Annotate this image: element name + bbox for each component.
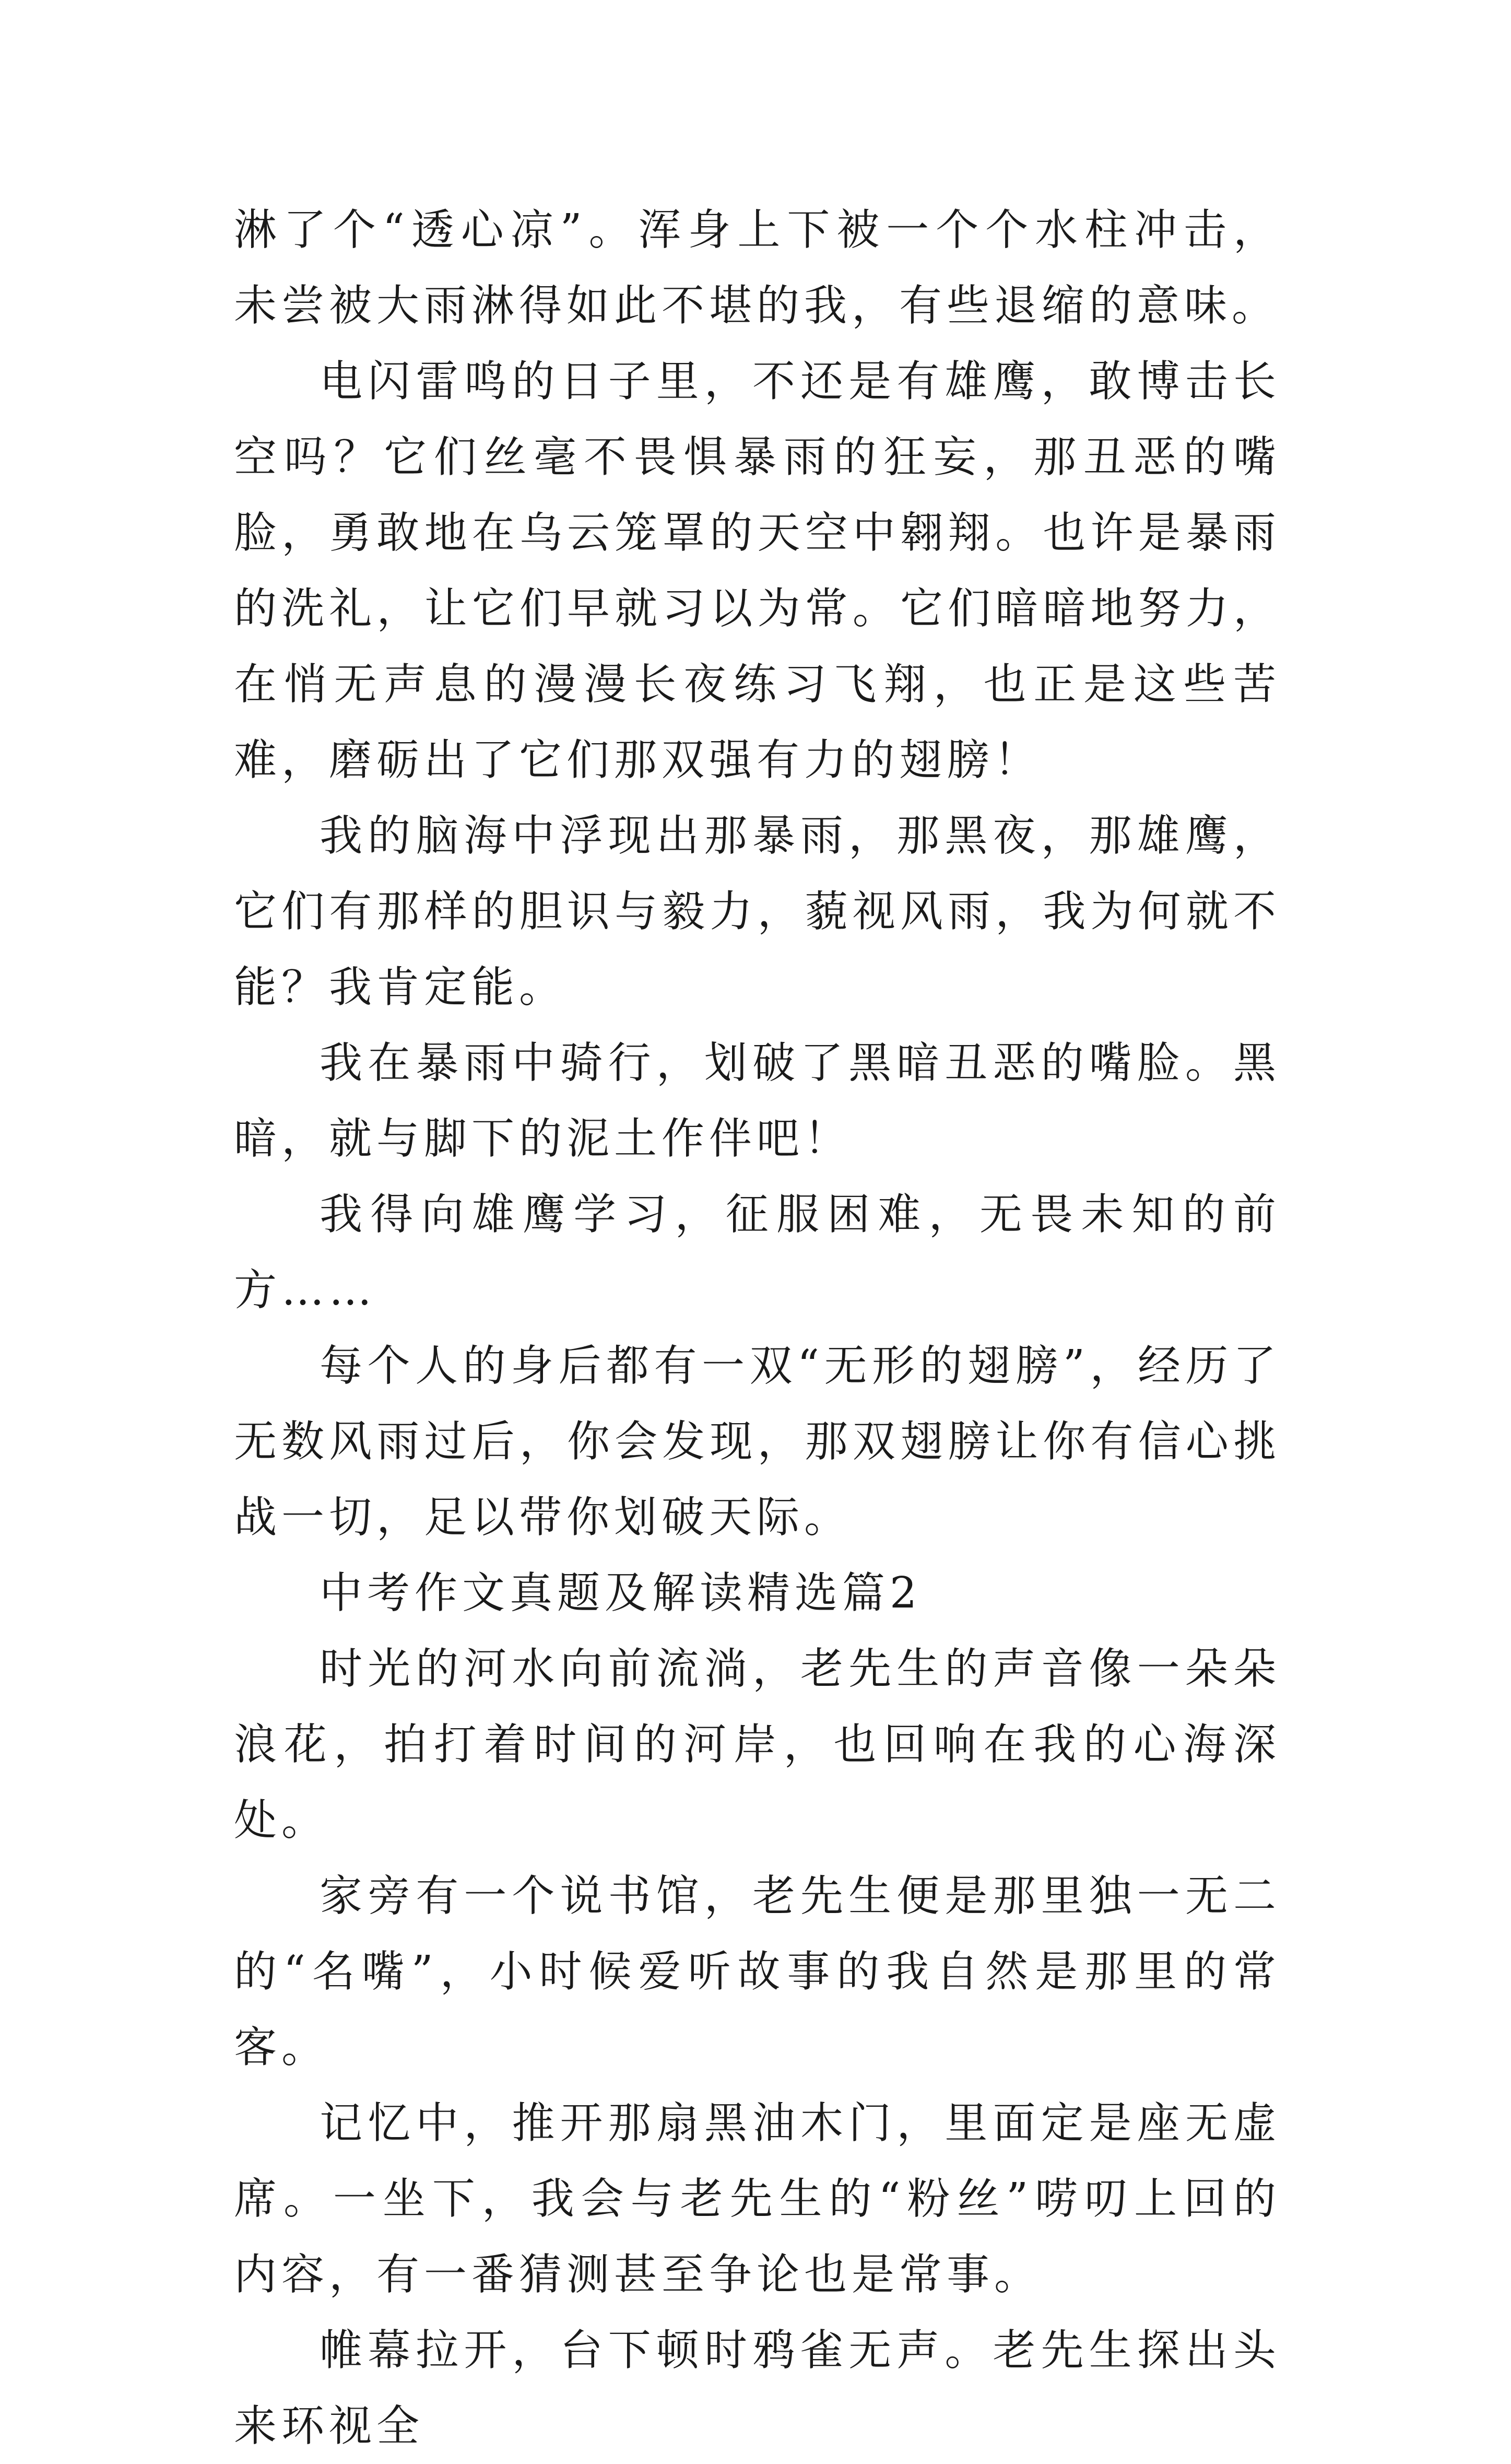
paragraph: 我得向雄鹰学习，征服困难，无畏未知的前方…… xyxy=(234,1190,1281,1315)
paragraph: 电闪雷鸣的日子里，不还是有雄鹰，敢博击长空吗？它们丝毫不畏惧暴雨的狂妄，那丑恶的嘴脸，勇敢地在乌云笼罩的天空中翱翔。也许是暴雨的洗礼，让它们早就习以为常。它们暗暗地努力，在悄无声息的漫漫长夜练习飞翔，也正是这些苦难，磨砺出了它们那双强有力的翅膀！ xyxy=(234,357,1281,785)
paragraph: 我的脑海中浮现出那暴雨，那黑夜，那雄鹰，它们有那样的胆识与毅力，藐视风雨，我为何就不能？我肯定能。 xyxy=(234,811,1281,1012)
paragraph: 记忆中，推开那扇黑油木门，里面定是座无虚席。一坐下，我会与老先生的“粉丝”唠叨上回的内容，有一番猜测甚至争论也是常事。 xyxy=(234,2098,1281,2299)
paragraph: 我在暴雨中骑行，划破了黑暗丑恶的嘴脸。黑暗，就与脚下的泥土作伴吧！ xyxy=(234,1038,1281,1164)
paragraph: 时光的河水向前流淌，老先生的声音像一朵朵浪花，拍打着时间的河岸，也回响在我的心海深处。 xyxy=(234,1644,1281,1845)
paragraph: 淋了个“透心凉”。浑身上下被一个个水柱冲击，未尝被大雨淋得如此不堪的我，有些退缩的意味。 xyxy=(234,205,1281,331)
section-heading: 中考作文真题及解读精选篇2 xyxy=(320,1568,922,1618)
paragraph: 每个人的身后都有一双“无形的翅膀”，经历了无数风雨过后，你会发现，那双翅膀让你有信心挑战一切，足以带你划破天际。 xyxy=(234,1341,1281,1542)
paragraph: 帷幕拉开，台下顿时鸦雀无声。老先生探出头来环视全 xyxy=(234,2326,1281,2451)
paragraph: 家旁有一个说书馆，老先生便是那里独一无二的“名嘴”，小时候爱听故事的我自然是那里的常客。 xyxy=(234,1871,1281,2072)
document-page xyxy=(234,192,1281,2464)
